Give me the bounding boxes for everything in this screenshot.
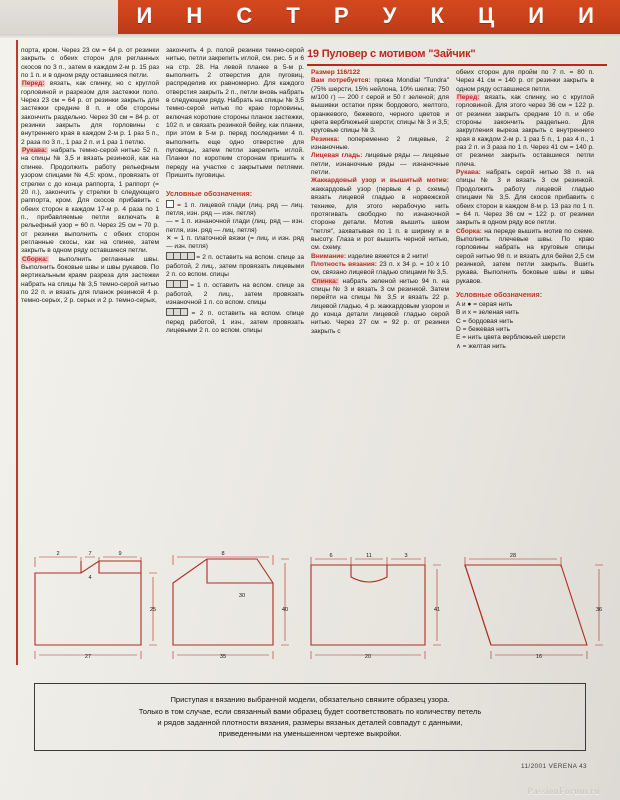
legend-item: B и x = зеленая нить (456, 309, 519, 317)
dimension-label: 9 (118, 551, 122, 557)
left-red-rule (16, 40, 18, 665)
paragraph: Плотность вязания: 23 п. х 34 р. = 10 х 10 см, связано лицевой гладью спицами № 3,5. (311, 260, 450, 277)
paragraph: закончить 4 р. полой резинки темно-серой нитью, петли закрепить иглой, см. рис. 5 и 6 на стр. 28. На левой планке в 5-м р. выполнить 2 отверстия для пуговиц, распределив их равномерно. Для каждого отверстия закрыть 2 п., петли вновь набрать в следующем ряду. Набрать на спицы № 3,5 темно-серой нитью по краю горловины, включая короткие стороны планок застежки, 102 п. и связать резинкой бейку, как планки, при этом в 5-м р. перед последними 4 п. выполнить еще одно отверстие для пуговицы, затем петли закрепить иглой. Планки по коротким сторонам пришить к переду на участке с закрытыми петлями. Пришить пуговицы. (166, 47, 304, 180)
paragraph: Лицевая гладь: лицевые ряды — лицевые петли, изнаночные ряды — изнаночные петли. (311, 152, 450, 177)
legend-item: = 2 п. оставить на вспом. спице перед работой, 1 изн., затем провязать лицевыми 2 п. со вспом. спицы (166, 309, 304, 335)
paragraph-lead: Жаккардовый узор и вышитый мотив: (311, 177, 449, 185)
paragraph-lead: Лицевая гладь: (311, 152, 363, 160)
note-line: Только в том случае, если связанный вами образец будет соответствовать по количеству петель (138, 706, 482, 716)
paragraph-lead: Рукава: (22, 147, 47, 155)
paragraph: Рукава: набрать серой нитью 38 п. на спицы № 3 и вязать 3 см резинкой. Продолжить работу лицевой гладью спицами № 3,5. Для скосов прибавить с обеих сторон в каждом 8-м р. 13 раз по 1 п. = 64 п. Через 36 см = 122 р. от резинки закрыть в одном ряду все петли. (456, 169, 594, 227)
legend-title-colors: Условные обозначения: (456, 289, 543, 299)
cable-4-icon (166, 252, 194, 263)
column-1 (21, 47, 159, 542)
legend-item: C = бордовая нить (456, 317, 514, 325)
column-2 (166, 47, 304, 542)
size-label: Размер 116/122 (311, 69, 361, 76)
paragraph: Сборка: выполнить регланные швы. Выполнить боковые швы и швы рукавов. По вертикальным краям разреза для застежки набрать на спицы № 3,5 темно-серой нитью по 22 п. и вязать для планок резинкой 4 р. темно-серых, 2 р. серых и 2 р. темно-серых, (21, 255, 159, 305)
paragraph: Перед: вязать, как спинку, но с круглой горловиной. Для этого через 36 см = 122 р. от резинки закрыть средние 10 п. и обе стороны закончить раздельно. Для закругления выреза закрыть с внутреннего края в каждом 2-м р. 1 раз 5 п., 1 раз 4 п., 1 раз 2 п. и 3 раза по 1 п. Через 41 см = 140 р. от резинки закрыть оставшиеся петли плеча. (456, 94, 594, 168)
paragraph-lead: Перед: (457, 94, 480, 102)
paragraph: Рукава: набрать темно-серой нитью 52 п. на спицы № 3,5 и вязать резинкой, как на спинке. Продолжить работу рельефным узором спицами № 4,5: кром., провязать от стрелки c до конца раппорта, 1 раппорт (= 20 п.), закончить у стрелки b следующего раппорта, кром. Для скосов прибавить с обеих сторон в каждом 17-м р. 4 раза по 1 п., прибавляемые петли включать в рельефный узор = 60 п. Через 25 см = 70 р. от резинки выполнить с обеих сторон регланные скосы, как на спинке, затем закрыть в одном ряду оставшиеся петли. (21, 147, 159, 255)
dimension-label: 35 (219, 654, 227, 660)
legend-title-stitches: Условные обозначения: (166, 188, 253, 198)
note-line: и рядов заданной плотности вязания, размеры вязаных деталей совпадут с данными, (157, 718, 463, 727)
dimension-label: 30 (238, 593, 246, 599)
column-3 (311, 47, 449, 542)
site-watermark: PassionForum.ru (527, 786, 600, 796)
paragraph-lead: Вам потребуется: (311, 77, 371, 85)
dimension-label: 8 (221, 551, 225, 557)
note-line: приведенными на уменьшенном чертеже выкройки. (218, 729, 402, 739)
cable-3-front-icon (166, 308, 187, 319)
paragraph-lead: Сборка: (456, 227, 482, 235)
dimension-label: 4 (88, 575, 92, 581)
paragraph-lead: Плотность вязания: (311, 260, 377, 268)
dimension-label: 7 (88, 551, 92, 557)
legend-item: E = нить цвета верблюжьей шерсти (456, 334, 566, 342)
schematic-piece-2 (173, 559, 273, 645)
dimension-label: 6 (329, 553, 333, 559)
pattern-schematics (21, 545, 609, 675)
paragraph: Перед: вязать, как спинку, но с круглой горловиной и разрезом для застежки поло. Через 23 см = 64 р. от резинки закрыть для застежки средние 8 п. и обе стороны закончить раздельно. Через 30 см = 84 р. от резинки закрыть для горловины с внутреннего края в каждом 2-м р. 1 раз 5 п., 2 раза по 3 п., 1 раз 2 п. и 1 раз 1 петлю. (21, 80, 159, 146)
legend-item: D = бежевая нить (456, 325, 510, 333)
note-line: Приступая к вязанию выбранной модели, обязательно свяжите образец узора. (170, 695, 450, 705)
legend-item: = 2 п. оставить на вспом. спице за работой, 2 лиц., затем провязать лицевыми 2 п. со вспом. спицы (166, 253, 304, 279)
gauge-swatch-note (34, 683, 586, 751)
dimension-label: 27 (84, 654, 92, 660)
page-title: И Н С Т Р У К Ц И И (136, 3, 608, 28)
paragraph-lead: Внимание: (311, 252, 347, 260)
legend-item: — = 1 п. изнаночной глади (лиц. ряд — изн. петля, изн. ряд — лиц. петля) (166, 218, 304, 234)
dimension-label: 20 (364, 654, 372, 660)
column-4 (456, 47, 594, 542)
paragraph: Спинка: набрать зеленой нитью 94 п. на спицы № 3 и вязать 3 см резинкой. Затем перейти на спицы № 3,5 и вязать 22 р. лицевой гладью, 4 р. жаккардовым узором и до конца детали лицевой гладью серой нитью. Через 27 см = 92 р. от резинки закрыть с (311, 277, 449, 335)
schematic-piece-1 (35, 561, 141, 645)
legend-item: A и ● = серая нить (456, 300, 513, 308)
square-stitch-icon (166, 200, 174, 208)
dimension-label: 36 (595, 607, 603, 613)
dash-stitch-icon: — (166, 218, 173, 226)
dimension-label: 40 (281, 607, 289, 613)
paragraph-lead: Резинка: (311, 135, 340, 143)
banner-shadow (0, 34, 620, 38)
paragraph: Внимание: изделие вяжется в 2 нити! (311, 252, 429, 260)
paragraph-lead: Перед: (22, 80, 45, 88)
paragraph: Жаккардовый узор и вышитый мотив: жаккардовый узор (первые 4 р. схемы) вязать лицевой гладью в норвежской технике, для этого нерабочую нить протягивать свободно по изнаночной стороне детали. Мотив вышить швом "петля", захватывая по 1 п. в ширину и в высоту. Глаза и рот вышить черной нитью, см. схему. (311, 177, 449, 252)
text-columns (21, 47, 609, 542)
cross-stitch-icon: ✕ (166, 234, 172, 242)
banner-left-edge (0, 0, 118, 34)
paragraph: порта, кром. Через 23 см = 64 р. от резинки закрыть с обеих сторон для регланных скосов по 3 п., затем в каждом 2-м р. 15 раз по 1 п. и в одном ряду оставшиеся петли. (21, 47, 159, 80)
legend-item: = 1 п. оставить на вспом. спице за работой, 2 лиц., затем провязать изнаночной 1 п. со вспом. спицы (166, 281, 304, 307)
paragraph-lead: Рукава: (456, 169, 481, 177)
schematic-piece-4 (465, 565, 587, 645)
cable-3-back-icon (166, 280, 187, 291)
legend-item: = 1 п. лицевой глади (лиц. ряд — лиц. петля, изн. ряд — изн. петля) (166, 201, 304, 217)
paragraph-lead: Спинка: (312, 277, 338, 285)
dimension-label: 2 (56, 551, 60, 557)
dimension-label: 28 (509, 553, 517, 559)
page-header-banner (0, 0, 620, 34)
issue-credit: 11/2001 VERENA 43 (520, 763, 587, 770)
legend-item: ✕ = 1 п. платочной вязки (= лиц. и изн. ряд — изн. петля) (166, 234, 304, 251)
dimension-label: 16 (535, 654, 543, 660)
legend-item: ∧ = желтая нить (456, 342, 506, 350)
paragraph: обеих сторон для пройм по 7 п. = 80 п. Через 41 см = 140 р. от резинки закрыть в одном ряду оставшиеся петли. (456, 69, 594, 93)
paragraph: Резинка: попеременно 2 лицевые, 2 изнаночные. (311, 135, 449, 152)
dimension-label: 3 (404, 553, 408, 559)
paragraph: Вам потребуется: пряжа Mondial "Tundra" (75% шерсти, 15% нейлона, 10% шелка; 750 м/100 г) — 200 г серой и 50 г зеленой; для вышивки остатки пряж бордового, желтого, оранжевого, бежевого, черного цветов и цвета верблюжьей шерсти; спицы № 3 и 3,5; круговые спицы № 3. (311, 77, 449, 135)
paragraph: Сборка: на переде вышить мотив по схеме. Выполнить плечевые швы. По краю горловины набрать на круговые спицы серой нитью 98 п. и вязать для бейки 2,5 см резинкой, затем петли закрыть. Вшить рукава. Выполнить боковые швы и швы рукавов. (456, 227, 594, 285)
dimension-label: 25 (149, 607, 157, 613)
dimension-label: 11 (366, 553, 372, 559)
article-title: 19 Пуловер с мотивом "Зайчик" (307, 48, 476, 60)
paragraph-lead: Сборка: (22, 255, 48, 263)
dimension-label: 41 (433, 607, 441, 613)
schematic-piece-3 (311, 565, 425, 645)
